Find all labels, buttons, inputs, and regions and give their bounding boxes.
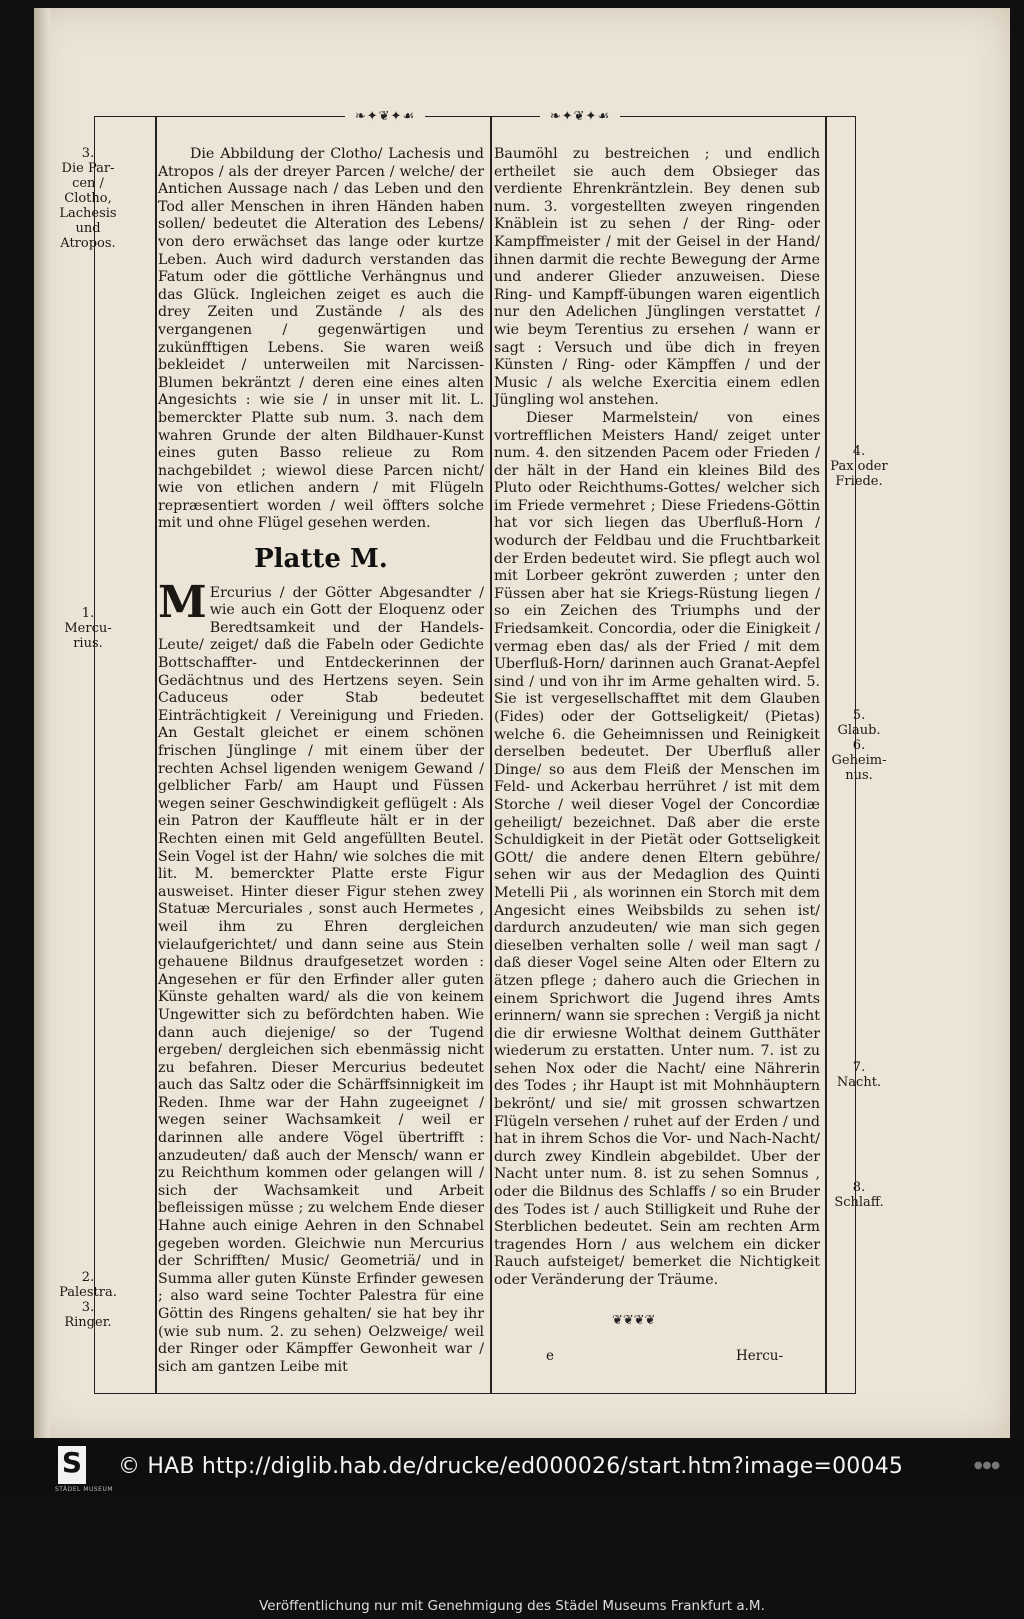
margin-note-glaub — [826, 708, 892, 783]
text-column-right — [494, 146, 820, 1290]
margin-line: 3. — [81, 146, 95, 161]
margin-line: Mercu- — [64, 621, 112, 636]
copyright-link[interactable]: © HAB http://diglib.hab.de/drucke/ed000026/start.htm?image=00045 — [118, 1454, 904, 1479]
text-column-left — [158, 146, 484, 1376]
margin-line: 3. — [81, 1300, 95, 1315]
column-divider-rule — [490, 117, 492, 1393]
margin-line: 1. — [81, 606, 95, 621]
margin-line: und — [75, 221, 101, 236]
page-spine-shadow — [34, 8, 50, 1438]
margin-line: 8. — [852, 1180, 866, 1195]
paragraph-mercurius-text: Ercurius / der Götter Abgesandter / wie auch ein Gott der Eloquenz oder Beredtsamkeit und der Handels-Leute/ zeiget/ daß die Fabeln oder Gedichte Bottschaffter- und Entdeckerinnen der Gedächtnus und des Hertzens seyen. Sein Caduceus oder Stab bedeutet Einträchtigkeit / Vereinigung und Frieden. An Gestalt gleichet er einem schönen frischen Jünglinge / mit einem über der rechten Achsel ligenden wenigem Gewand / gelblicher Farb/ am Haupt und Füssen wegen seiner Geschwindigkeit geflügelt : Als ein Patron der Kauffleute hält er in der Rechten einen mit Geld angefüllten Beutel. Sein Vogel ist der Hahn/ wie solches die mit lit. M. bemerckter Platte erste Figur ausweiset. Hinter dieser Figur stehen zwey Statuæ Mercuriales , sonst auch Hermetes , weil ihm zu Ehren dergleichen vielaufgerichtet/ und dann seine aus Stein gehauene Bildnus draufgesetzet worden : Angesehen er für den Erfinder aller guten Künste gehalten ward/ als die von keinem Ungewitter sich zu befördchten haben. Wie dann auch diejenige/ so der Tugend ergeben/ dergleichen sich ebenmässig nicht zu befahren. Dieser Mercurius bedeutet auch das Saltz oder die Schärffsinnigkeit im Reden. Ihme war der Hahn zugeeignet / wegen seiner Wachsamkeit / weil er darinnen alle andere Vögel übertrifft : anzudeuten/ daß auch der Mensch/ wann er zu Reichthum kommen oder gelangen will / sich der Wachsamkeit und Arbeit befleissigen müsse ; zu welchem Ende dieser Hahne auch einige Aehren in den Schnabel gegeben worden. Gleichwie nun Mercurius der Schrifften/ Music/ Geometriä/ und in Summa aller guten Künste Erfinder gewesen ; also ward seine Tochter Palestra für eine Göttin des Ringens gehalten/ sie hat bey ihr (wie sub num. 2. zu sehen) Oelzweige/ weil der Ringer oder Kämpffer Gewonheit war / sich am gantzen Leibe mit — [158, 584, 484, 1375]
margin-line: 6. — [852, 738, 866, 753]
margin-note-nacht — [826, 1060, 892, 1090]
ornament-end-icon: ❦❦❦❦ — [612, 1313, 656, 1328]
publication-notice: Veröffentlichung nur mit Genehmigung des Städel Museums Frankfurt a.M. — [259, 1598, 765, 1614]
logo-caption: STÄDEL MUSEUM — [55, 1486, 114, 1493]
margin-line: Glaub. — [837, 723, 881, 738]
margin-note-schlaff — [826, 1180, 892, 1210]
margin-line: 2. — [81, 1270, 95, 1285]
paragraph-mercurius — [158, 576, 484, 1377]
margin-line: Geheim- — [831, 753, 887, 768]
paragraph-parcen: Die Abbildung der Clotho/ Lachesis und Atropos / als der dreyer Parcen / welche/ der Antichen Aussage nach / das Leben und den Tod aller Menschen in ihren Händen haben sollen/ bedeutet die Alteration des Lebens/ von dero erwächset das lange oder kurtze Leben. Auch wird dadurch verstanden das Fatum oder die göttliche Verhängnus und das Glück. Ingleichen zeiget es auch die drey Zeiten und Zustände / als des vergangenen / gegenwärtigen und zukünfftigen Lebens. Sie waren weiß bekleidet / unterweilen mit Narcissen-Blumen bekräntzt / deren eine eines alten Angesichts : wie sie / in unser mit lit. L. bemerckter Platte sub num. 3. nach dem wahren Grunde der alten Bildhauer-Kunst eines guten Basso relieue zu Rom nachgebildet ; wiewol diese Parcen nicht/ wie von etlichen andern / mit Flügeln repræsentiert worden / weil öffters solche mit und ohne Flügel gesehen werden. — [158, 146, 484, 532]
signature-mark: e — [546, 1348, 554, 1364]
book-page — [34, 8, 1010, 1438]
catchword: Hercu- — [736, 1348, 784, 1364]
margin-line: Atropos. — [60, 236, 116, 251]
paragraph-marmelstein: Dieser Marmelstein/ von eines vortrefflichen Meisters Hand/ zeiget unter num. 4. den sitzenden Pacem oder Frieden / der hält in der Hand ein kleines Bild des Pluto oder Reichthums-Gottes/ welcher sich im Friede vermehret ; Diese Friedens-Göttin hat vor sich liegen das Uberfluß-Horn / wodurch der Feldbau und die Fruchtbarkeit der Erden bedeutet wird. Sie pflegt auch wol mit Lorbeer gekrönt zuwerden ; unter den Füssen aber hat sie Kriegs-Rüstung liegen / so ein Zeichen des Triumphs und der Friedsamkeit. Concordia, oder die Einigkeit / vermag eben das/ als der Fried / mit dem Uberfluß-Horn/ darinnen auch Granat-Aepfel sind / und von ihr im Arme gehalten wird. 5. Sie ist vergesellschafftet mit dem Glauben (Fides) oder der Gottseligkeit/ (Pietas) welche 6. die Geheimnissen und Reinigkeit derselben bedeutet. Der Uberfluß aller Dinge/ so aus dem Fleiß der Menschen im Feld- und Ackerbau herrühret / ist mit dem Storche / weil dieser Vogel der Concordiæ geheiligt/ bezeichnet. Daß aber die erste Schuldigkeit in der Pietät oder Gottseligkeit GOtt/ die andere denen Eltern gebühre/ sehen wir aus der Medaglion des Quinti Metelli Pii , als worinnen ein Storch mit dem Angesicht eines Weibsbilds zu sehen ist/ dardurch anzudeuten/ wie man sich gegen dieselben verhalten solle / weil man sagt / daß dieser Vogel seine Alten oder Eltern zu ätzen pflege ; dahero auch die Griechen in einem Sprichwort die Jugend ihres Amts erinnern/ wann sie sprechen : Vergiß ja nicht die dir erwiesne Wolthat deinem Gutthäter wiederum zu erstatten. Unter num. 7. ist zu sehen Nox oder die Nacht/ eine Nährerin des Todes ; ihr Haupt ist mit Mohnhäuptern bekrönt/ und sie/ mit grossen schwartzen Flügeln versehen / ruhet auf der Erden / und hat in ihrem Schos die Vor- und Nach-Nacht/ durch zwey Kindlein abgebildet. Uber der Nacht unter num. 8. ist zu sehen Somnus , oder die Bildnus des Schlaffs / so ein Bruder des Todes ist / auch Stilligkeit und Ruhe der Sterblichen bedeutet. Sein am rechten Arm tragendes Horn / aus welchem ein dicker Rauch aufsteiget/ bemerket die Nichtigkeit oder Veränderung der Träume. — [494, 409, 820, 1288]
margin-line: Friede. — [835, 474, 883, 489]
more-icon: ●●● — [973, 1460, 1000, 1471]
margin-line: Die Par- — [61, 161, 115, 176]
left-margin-rule — [155, 117, 157, 1393]
margin-note-pax — [826, 444, 892, 489]
margin-line: nus. — [845, 768, 873, 783]
margin-line: Clotho, — [64, 191, 112, 206]
margin-line: rius. — [73, 636, 103, 651]
margin-note-parcen — [56, 146, 120, 251]
margin-line: Nacht. — [836, 1075, 882, 1090]
margin-line: 7. — [852, 1060, 866, 1075]
margin-line: Pax oder — [830, 459, 888, 474]
ornament-left-icon: ❧✦❦✦☙ — [345, 109, 425, 123]
ornament-right-icon: ❧✦❦✦☙ — [540, 109, 620, 123]
margin-line: Lachesis — [59, 206, 117, 221]
margin-line: cen / — [72, 176, 104, 191]
margin-line: Schlaff. — [834, 1195, 884, 1210]
margin-line: 5. — [852, 708, 866, 723]
section-heading: Platte M. — [254, 544, 388, 575]
margin-line: Palestra. — [59, 1285, 117, 1300]
margin-note-mercurius — [56, 606, 120, 651]
staedel-logo-icon: S — [58, 1446, 86, 1484]
drop-capital: M — [158, 576, 207, 628]
margin-note-palestra — [56, 1270, 120, 1330]
margin-line: Ringer. — [64, 1315, 112, 1330]
margin-line: 4. — [852, 444, 866, 459]
paragraph-palestra-cont: Baumöhl zu bestreichen ; und endlich ertheilet sie auch dem Obsieger das verdiente Ehrenkräntzlein. Bey denen sub num. 3. vorgestellten zweyen ringenden Knäblein ist zu sehen / der Ring- oder Kampffmeister / mit der Geisel in der Hand/ ihnen darmit die rechte Bewegung der Arme und anderer Glieder anzuweisen. Diese Ring- und Kampff-übungen waren eigentlich nur den Adelichen Jünglingen verstattet / wie beym Terentius zu ersehen / wann er sagt : Versuch und übe dich in freyen Künsten / Ring- oder Kämpffen / und der Music / als welche Exercitia einem edlen Jüngling wol anstehen. — [494, 146, 820, 409]
